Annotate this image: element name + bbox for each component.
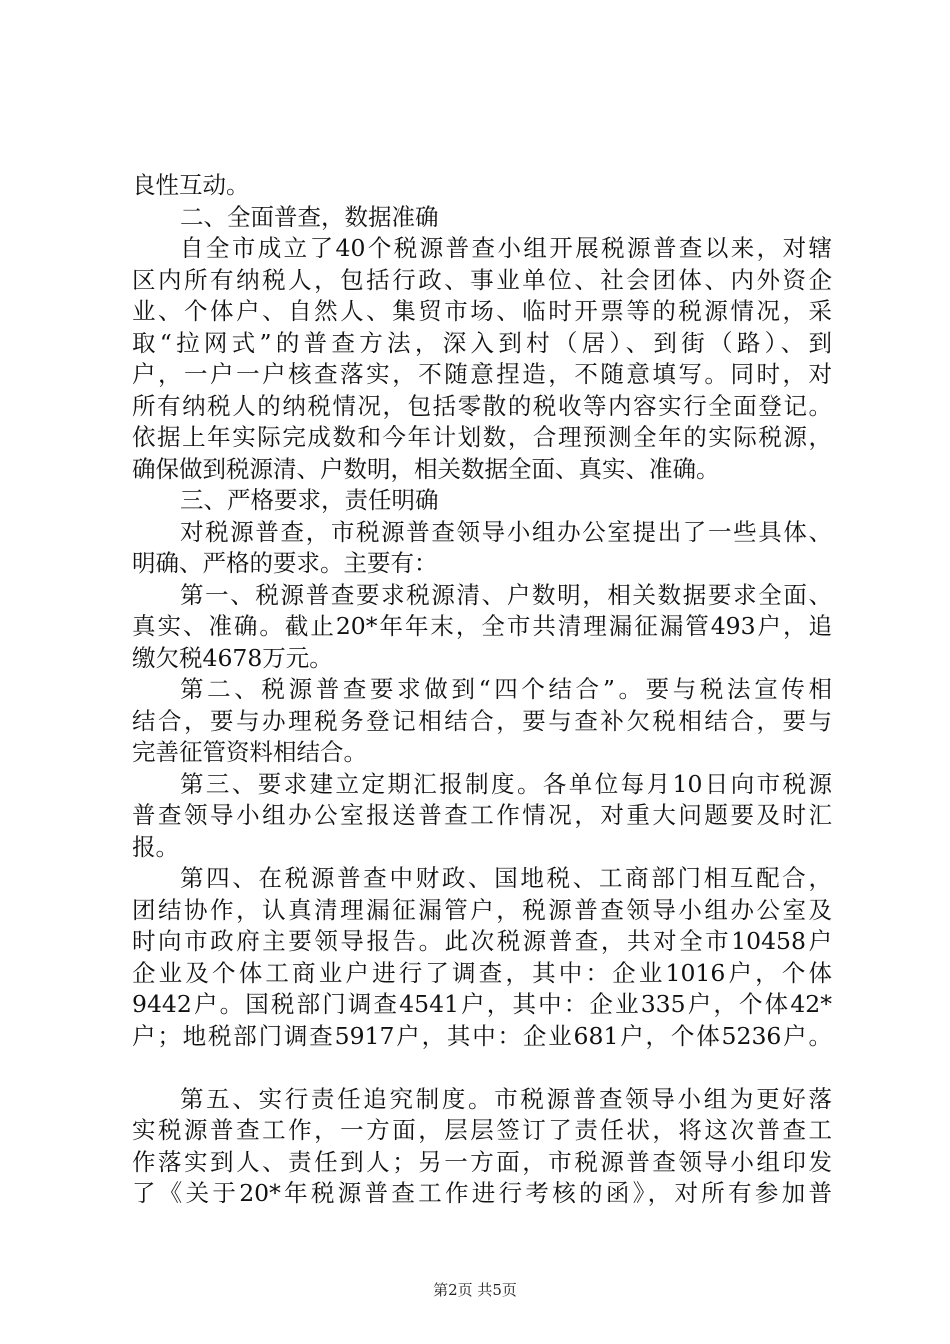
- text-line: 第四、在税源普查中财政、国地税、工商部门相互配合，: [180, 864, 832, 892]
- text-line: 依据上年实际完成数和今年计划数，合理预测全年的实际税源，: [132, 423, 832, 451]
- paragraph-spacer: [132, 1052, 832, 1084]
- text-line: 第一、税源普查要求税源清、户数明，相关数据要求全面、: [180, 580, 832, 609]
- text-line: 自全市成立了40个税源普查小组开展税源普查以来，对辖: [180, 234, 832, 262]
- text-line: 报。: [132, 832, 179, 861]
- text-line: 第二、税源普查要求做到“四个结合”。要与税法宣传相: [180, 675, 832, 703]
- text-line: 所有纳税人的纳税情况，包括零散的税收等内容实行全面登记。: [132, 391, 832, 420]
- text-line: 对税源普查，市税源普查领导小组办公室提出了一些具体、: [180, 517, 832, 546]
- text-line: 结合，要与办理税务登记相结合，要与查补欠税相结合，要与: [132, 706, 832, 735]
- text-line: 实税源普查工作，一方面，层层签订了责任状，将这次普查工: [132, 1116, 832, 1144]
- text-line: 三、严格要求，责任明确: [180, 486, 439, 514]
- text-line: 团结协作，认真清理漏征漏管户，税源普查领导小组办公室及: [132, 895, 832, 924]
- text-line: 明确、严格的要求。主要有：: [132, 549, 438, 577]
- text-line: 企业及个体工商业户进行了调查，其中：企业1016户，个体: [132, 958, 832, 987]
- text-line: 作落实到人、责任到人；另一方面，市税源普查领导小组印发: [132, 1147, 832, 1176]
- text-line: 确保做到税源清、户数明，相关数据全面、真实、准确。: [132, 454, 720, 483]
- text-line: 户，一户一户核查落实，不随意捏造，不随意填写。同时，对: [132, 360, 832, 388]
- text-line: 业、个体户、自然人、集贸市场、临时开票等的税源情况，采: [132, 297, 832, 325]
- text-line: 良性互动。: [132, 171, 250, 199]
- text-line: 区内所有纳税人，包括行政、事业单位、社会团体、内外资企: [132, 265, 832, 294]
- text-line: 了《关于20*年税源普查工作进行考核的函》，对所有参加普: [132, 1179, 832, 1207]
- text-line: 普查领导小组办公室报送普查工作情况，对重大问题要及时汇: [132, 801, 832, 829]
- text-line: 户；地税部门调查5917户，其中：企业681户，个体5236户。: [132, 1021, 832, 1050]
- text-line: 时向市政府主要领导报告。此次税源普查，共对全市10458户: [132, 927, 832, 955]
- text-line: 二、全面普查，数据准确: [180, 202, 439, 231]
- text-line: 完善征管资料相结合。: [132, 738, 367, 766]
- text-line: 第三、要求建立定期汇报制度。各单位每月10日向市税源: [180, 769, 832, 798]
- text-line: 缴欠税4678万元。: [132, 643, 333, 672]
- text-line: 9442户。国税部门调查4541户，其中：企业335户，个体42*: [132, 990, 832, 1018]
- text-line: 真实、准确。截止20*年年末，全市共清理漏征漏管493户，追: [132, 612, 832, 640]
- page-footer: 第2页 共5页: [433, 1281, 517, 1299]
- text-line: 第五、实行责任追究制度。市税源普查领导小组为更好落: [180, 1084, 832, 1113]
- document-body: [132, 170, 832, 1210]
- text-line: 取“拉网式”的普查方法，深入到村（居）、到街（路）、到: [132, 328, 832, 357]
